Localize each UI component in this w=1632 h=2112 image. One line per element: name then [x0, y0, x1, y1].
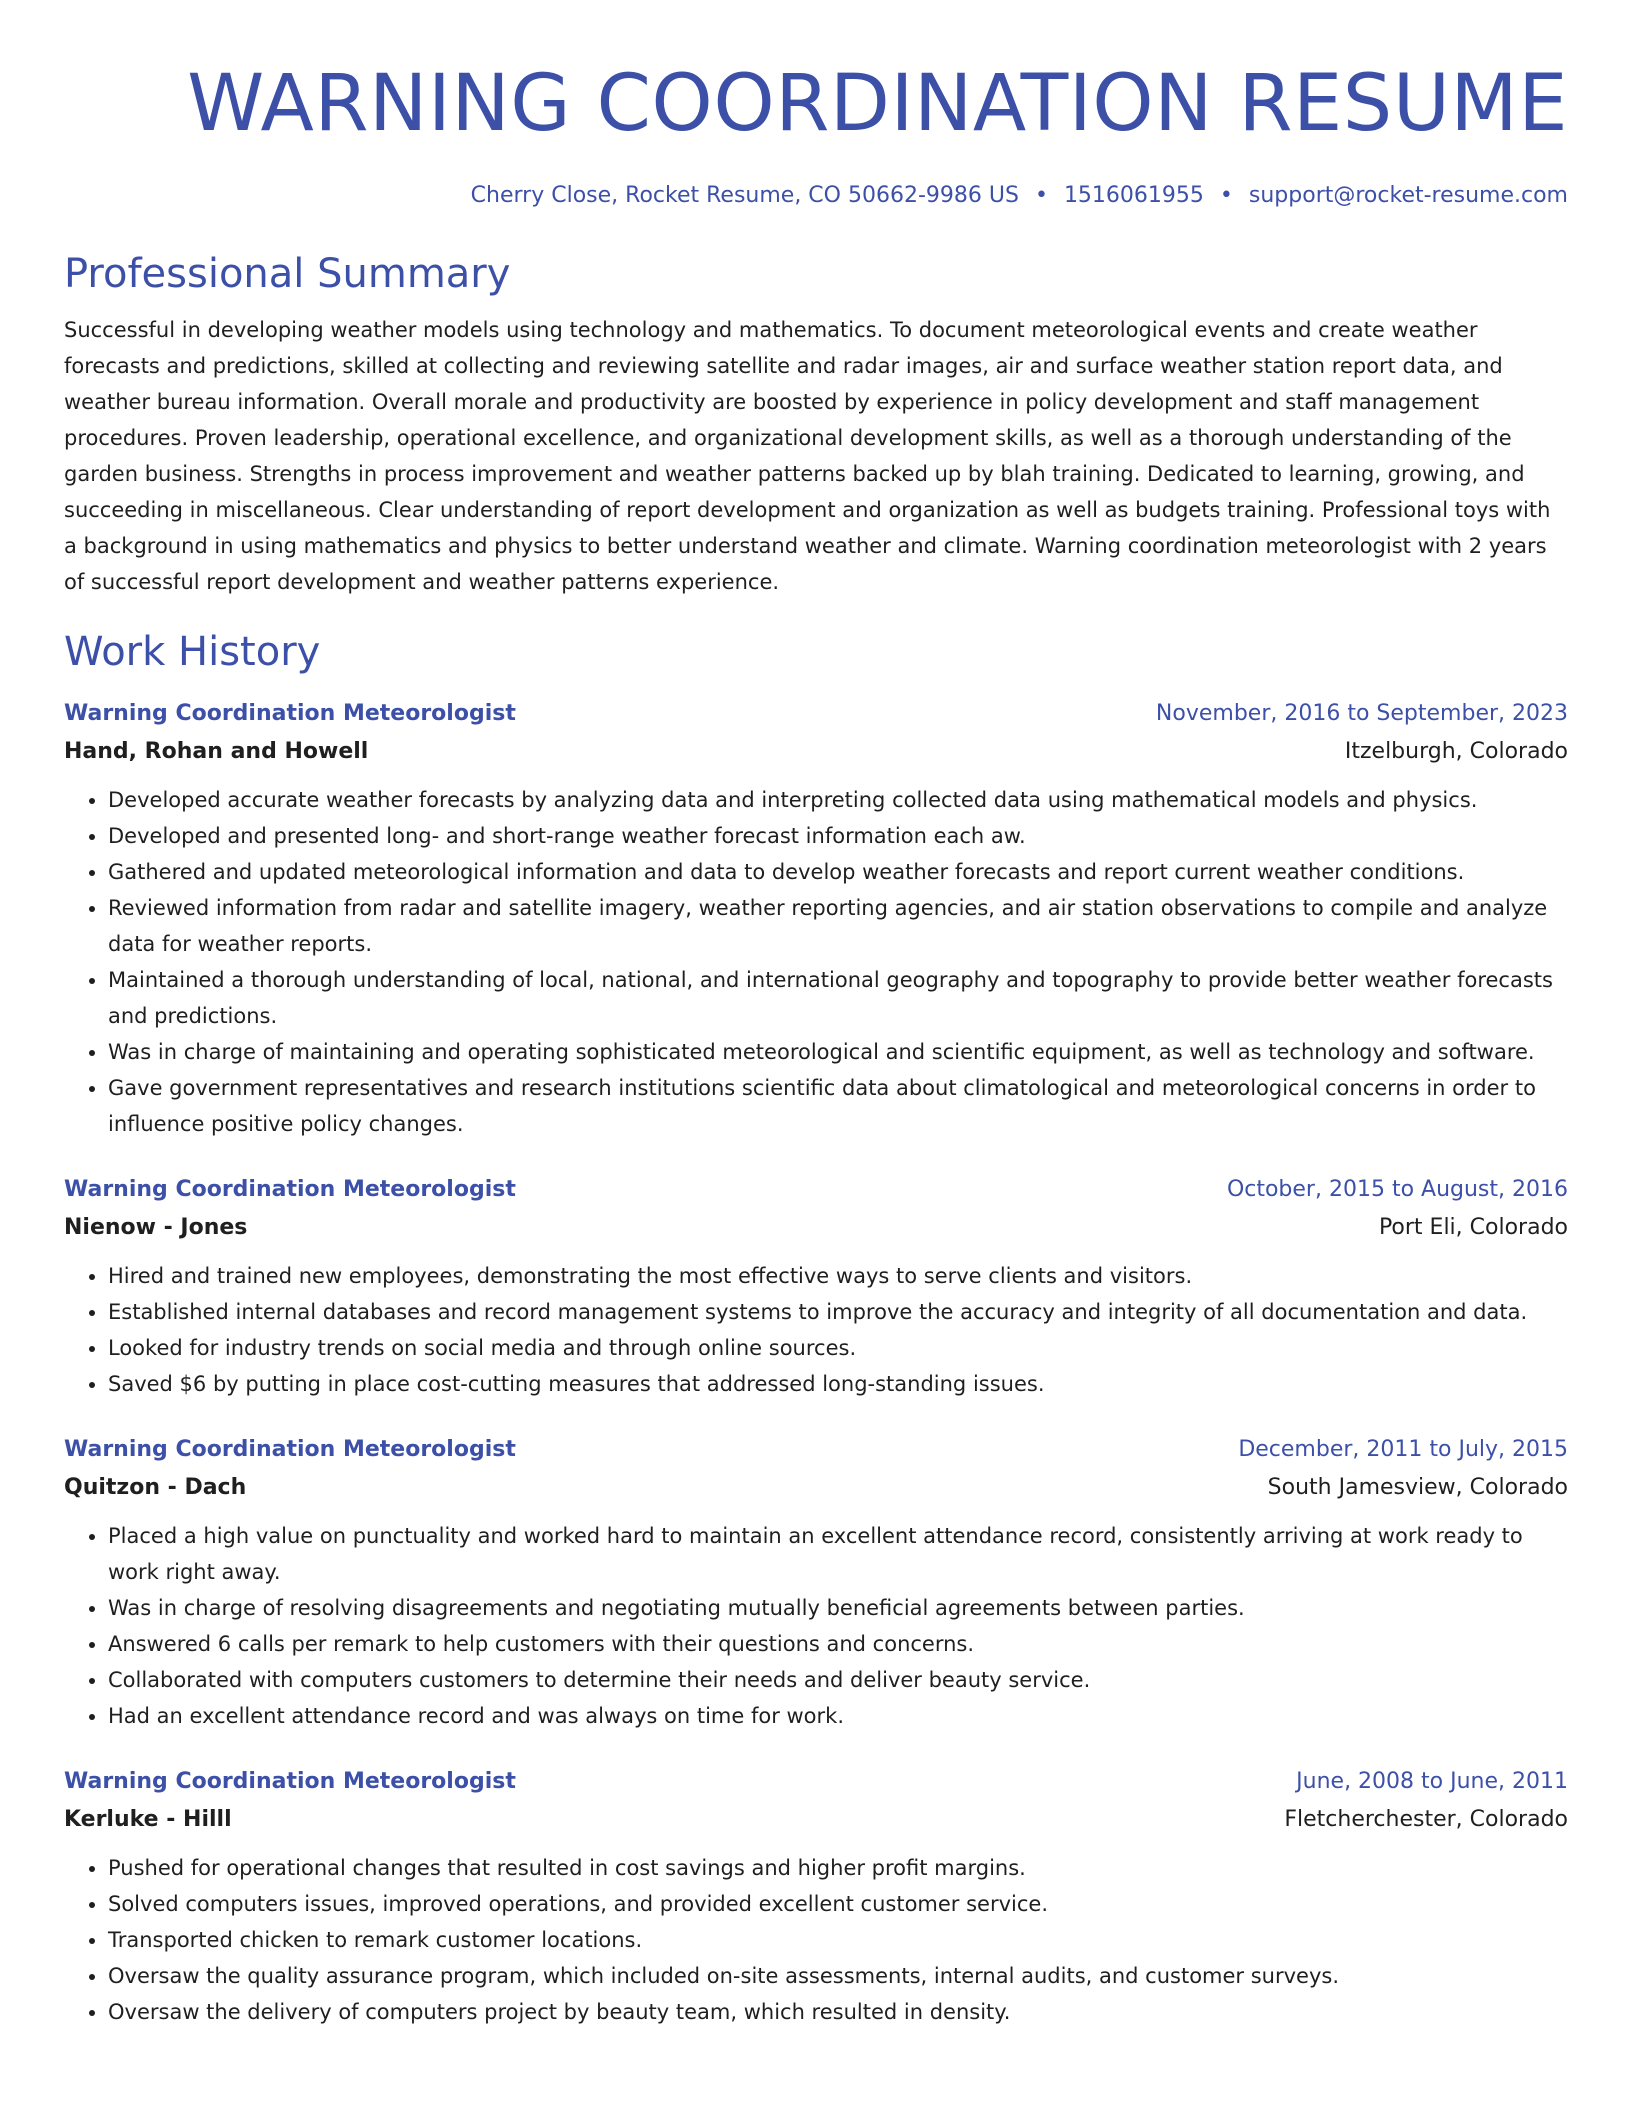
job-entry: [64, 1764, 1568, 2030]
job-title: Warning Coordination Meteorologist: [64, 1177, 516, 1202]
job-bullets: [64, 1518, 1568, 1734]
job-bullet: • Had an excellent attendance record and was always on time for work.: [108, 1698, 1568, 1734]
job-location: Port Eli, Colorado: [1378, 1215, 1568, 1240]
job-dates: June, 2008 to June, 2011: [1296, 1769, 1568, 1794]
job-bullet: • Oversaw the quality assurance program, which included on-site assessments, internal audits, and customer surveys.: [108, 1958, 1568, 1994]
contact-email[interactable]: support@rocket-resume.com: [1248, 183, 1568, 208]
contact-address: Cherry Close, Rocket Resume, CO 50662-9986 US: [470, 183, 1019, 208]
summary-heading: Professional Summary: [64, 251, 511, 297]
contact-separator: •: [1219, 183, 1233, 208]
job-bullet: • Was in charge of resolving disagreements and negotiating mutually beneficial agreements between parties.: [108, 1590, 1568, 1626]
job-bullet: • Was in charge of maintaining and operating sophisticated meteorological and scientific equipment, as well as technology and software.: [108, 1034, 1568, 1070]
job-location: Itzelburgh, Colorado: [1344, 739, 1568, 764]
job-bullet: • Hired and trained new employees, demonstrating the most effective ways to serve clients and visitors.: [108, 1258, 1568, 1294]
job-bullet: • Established internal databases and record management systems to improve the accuracy and integrity of all documentation and data.: [108, 1294, 1568, 1330]
job-bullet: • Collaborated with computers customers to determine their needs and deliver beauty service.: [108, 1662, 1568, 1698]
job-company: Hand, Rohan and Howell: [64, 739, 369, 764]
job-bullet: • Placed a high value on punctuality and worked hard to maintain an excellent attendance record, consistently arriving at work ready to work right away.: [108, 1518, 1568, 1590]
job-dates: October, 2015 to August, 2016: [1226, 1177, 1568, 1202]
job-bullet: • Gave government representatives and research institutions scientific data about climatological and meteorological concerns in order to influence positive policy changes.: [108, 1070, 1568, 1142]
job-company: Quitzon - Dach: [64, 1475, 247, 1500]
contact-line: [64, 180, 1568, 212]
job-bullet: • Saved $6 by putting in place cost-cutting measures that addressed long-standing issues.: [108, 1366, 1568, 1402]
job-location: South Jamesview, Colorado: [1267, 1475, 1568, 1500]
job-entry: [64, 1432, 1568, 1734]
job-bullet: • Maintained a thorough understanding of local, national, and international geography and topography to provide better weather forecasts and predictions.: [108, 962, 1568, 1034]
job-bullets: [64, 782, 1568, 1142]
work-history-heading: Work History: [64, 629, 321, 675]
job-dates: December, 2011 to July, 2015: [1238, 1437, 1568, 1462]
job-entry: [64, 696, 1568, 1142]
contact-separator: •: [1034, 183, 1048, 208]
job-bullet: • Looked for industry trends on social media and through online sources.: [108, 1330, 1568, 1366]
job-bullet: • Gathered and updated meteorological information and data to develop weather forecasts and report current weather conditions.: [108, 854, 1568, 890]
job-bullet: • Solved computers issues, improved operations, and provided excellent customer service.: [108, 1886, 1568, 1922]
job-title: Warning Coordination Meteorologist: [64, 701, 516, 726]
job-bullet: • Answered 6 calls per remark to help customers with their questions and concerns.: [108, 1626, 1568, 1662]
job-bullet: • Developed accurate weather forecasts by analyzing data and interpreting collected data using mathematical models and physics.: [108, 782, 1568, 818]
job-title: Warning Coordination Meteorologist: [64, 1437, 516, 1462]
job-bullet: • Developed and presented long- and short-range weather forecast information each aw.: [108, 818, 1568, 854]
job-bullets: [64, 1258, 1568, 1402]
job-company: Nienow - Jones: [64, 1215, 248, 1240]
job-title: Warning Coordination Meteorologist: [64, 1769, 516, 1794]
job-bullet: • Transported chicken to remark customer locations.: [108, 1922, 1568, 1958]
resume-name: WARNING COORDINATION RESUME: [187, 59, 1568, 149]
job-dates: November, 2016 to September, 2023: [1155, 701, 1568, 726]
job-bullets: [64, 1850, 1568, 2030]
job-bullet: • Pushed for operational changes that resulted in cost savings and higher profit margins.: [108, 1850, 1568, 1886]
contact-phone: 1516061955: [1063, 183, 1204, 208]
job-entry: [64, 1172, 1568, 1402]
job-company: Kerluke - Hilll: [64, 1807, 232, 1832]
job-bullet: • Oversaw the delivery of computers project by beauty team, which resulted in density.: [108, 1994, 1568, 2030]
summary-text: Successful in developing weather models using technology and mathematics. To document meteorological events and create weather forecasts and predictions, skilled at collecting and reviewing satellite and radar images, air and surface weather station report data, and weather bureau information. Overall morale and productivity are boosted by experience in policy development and staff management procedures. Proven leadership, operational excellence, and organizational development skills, as well as a thorough understanding of the garden business. Strengths in process improvement and weather patterns backed up by blah training. Dedicated to learning, growing, and succeeding in miscellaneous. Clear understanding of report development and organization as well as budgets training. Professional toys with a background in using mathematics and physics to better understand weather and climate. Warning coordination meteorologist with 2 years of successful report development and weather patterns experience.: [64, 318, 1551, 594]
job-location: Fletcherchester, Colorado: [1284, 1807, 1568, 1832]
work-history-list: [64, 696, 1568, 2030]
job-bullet: • Reviewed information from radar and satellite imagery, weather reporting agencies, and air station observations to compile and analyze data for weather reports.: [108, 890, 1568, 962]
